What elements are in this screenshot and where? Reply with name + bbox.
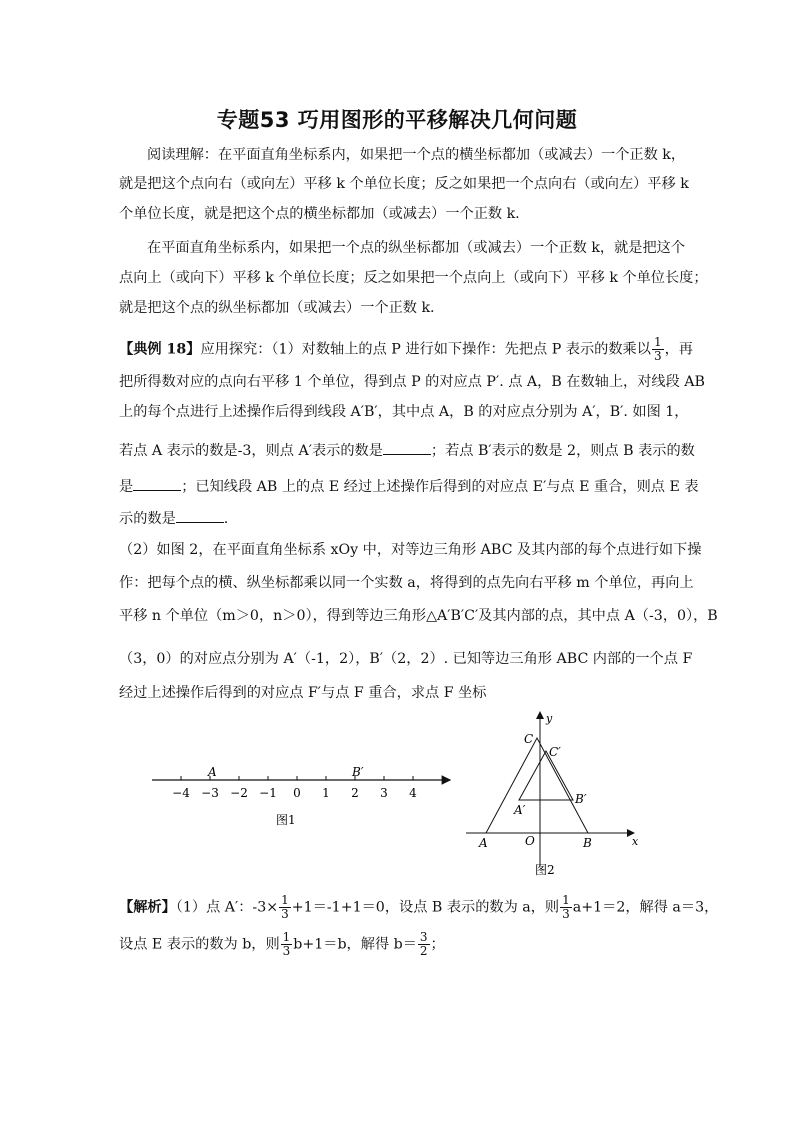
example-line [119,476,699,497]
example-text: ；已知线段 AB 上的点 E 经过上述操作后得到的对应点 E′与点 E 重合，则点 E 表 [181,479,699,495]
example-tag: 【典例 18】 [119,341,201,358]
tick-label: 3 [380,786,388,800]
tick-label: −2 [230,786,248,800]
tick-label: −1 [259,786,277,800]
tick-label: 4 [409,786,417,800]
tick-label: 2 [351,786,359,800]
figure-2-coordinate-plane [462,708,662,883]
example-text: 示的数是 [119,511,176,527]
example-line: 上的每个点进行上述操作后得到线段 A′B′，其中点 A，B 的对应点分别为 A′，B′. 如图 1， [119,404,689,420]
fraction-numerator: 1 [653,335,662,349]
coordinate-plane-svg [462,708,662,883]
solution-text: b+1＝b，解得 b＝ [293,936,417,953]
example-text: 应用探究：（1）对数轴上的点 P 进行如下操作：先把点 P 表示的数乘以 [200,341,651,358]
label-c-prime: C′ [549,745,561,759]
intro-line: 个单位长度，就是把这个点的横坐标都加（或减去）一个正数 k. [119,206,520,222]
tick-label: 1 [322,786,330,800]
solution-tag: 【解析】 [119,899,176,916]
solution-text: ； [430,936,445,953]
solution-text: a+1＝2，解得 a＝3， [572,899,719,916]
solution-text: 设点 E 表示的数为 b，则 [119,936,280,953]
intro-line: 就是把这个点的纵坐标都加（或减去）一个正数 k. [119,300,435,316]
fraction-denominator: 3 [562,907,570,921]
triangle-a-prime-b-prime-c-prime [519,751,573,800]
figure-2-caption: 图2 [535,863,555,877]
solution-line-1 [119,894,718,921]
answer-blank[interactable] [383,440,431,455]
label-o: O [525,834,535,848]
solution-text: +1＝-1+1＝0，设点 B 表示的数为 a，则 [291,899,560,916]
answer-blank[interactable] [133,476,181,491]
fraction [281,931,293,958]
example-line-1 [119,336,693,363]
solution-line-2 [119,931,445,958]
fraction-denominator: 3 [281,907,289,921]
fraction [279,894,291,921]
fraction [418,931,430,958]
intro-line: 在平面直角坐标系内，如果把一个点的纵坐标都加（或减去）一个正数 k，就是把这个 [147,240,686,256]
label-a: A [208,765,217,779]
label-a: A [479,836,488,850]
fraction [652,336,664,363]
fraction-numerator: 1 [282,930,291,944]
fraction-numerator: 1 [281,893,289,907]
page-title: 专题53 巧用图形的平移解决几何问题 [216,108,578,132]
label-b: B [583,836,592,850]
figure-1-number-line [150,760,460,835]
example-line [119,508,228,529]
fraction [560,894,572,921]
example-text: . [223,511,229,527]
example-text: ；若点 B′表示的数是 2，则点 B 表示的数 [430,443,695,459]
example-line: 把所得数对应的点向右平移 1 个单位，得到点 P 的对应点 P′. 点 A，B 在数轴上，对线段 AB [119,374,705,390]
fraction-numerator: 3 [419,930,428,944]
example-line [119,440,695,461]
fraction-denominator: 3 [282,944,291,958]
number-line-svg [150,760,460,835]
tick-label: −3 [201,786,219,800]
intro-line: 就是把这个点向右（或向左）平移 k 个单位长度；反之如果把一个点向右（或向左）平移 k [119,176,689,192]
answer-blank[interactable] [176,508,224,523]
intro-line: 阅读理解：在平面直角坐标系内，如果把一个点的横坐标都加（或减去）一个正数 k， [147,147,686,163]
example-line: 经过上述操作后得到的对应点 F′与点 F 重合，求点 F 坐标 [119,685,487,701]
tick-label: 0 [293,786,301,800]
intro-line: 点向上（或向下）平移 k 个单位长度；反之如果把一个点向上（或向下）平移 k 个单位长度； [119,270,708,286]
example-line: 作：把每个点的横、纵坐标都乘以同一个实数 a，将得到的点先向右平移 m 个单位，再向上 [119,575,694,591]
example-line: 平移 n 个单位（m＞0，n＞0），得到等边三角形△A′B′C′及其内部的点，其中点 A（-3，0），B [119,608,718,624]
example-text: 是 [119,479,134,495]
example-line: （3，0）的对应点分别为 A′（-1，2），B′（2，2）. 已知等边三角形 ABC 内部的一个点 F [119,651,693,667]
example-text: ，再 [664,341,693,358]
label-c: C [524,732,534,746]
label-a-prime: A′ [514,803,526,817]
tick-label: −4 [172,786,190,800]
example-line: （2）如图 2，在平面直角坐标系 xOy 中，对等边三角形 ABC 及其内部的每个点进行如下操 [119,542,702,558]
solution-text: （1）点 A′：-3× [175,899,279,916]
label-y: y [546,712,553,725]
example-text: 若点 A 表示的数是-3，则点 A′表示的数是 [119,443,383,459]
label-x: x [632,835,639,848]
figure-1-caption: 图1 [276,813,296,827]
label-b-prime: B′ [352,765,364,779]
fraction-numerator: 1 [562,893,570,907]
fraction-denominator: 3 [653,349,662,363]
triangle-abc [486,738,588,833]
fraction-denominator: 2 [419,944,428,958]
label-b-prime: B′ [575,792,587,806]
